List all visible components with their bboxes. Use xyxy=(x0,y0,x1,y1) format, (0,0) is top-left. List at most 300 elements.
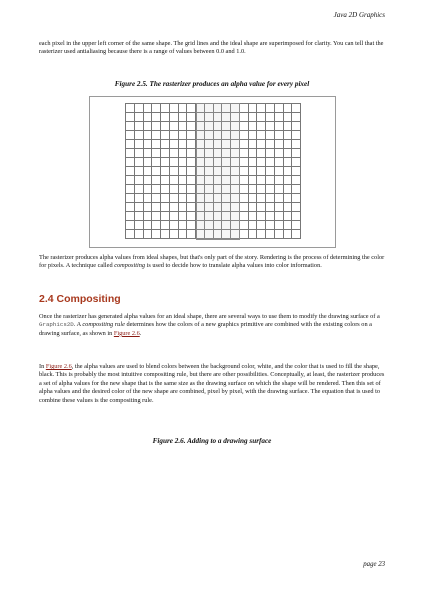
pixel-cell xyxy=(292,167,301,176)
figure-2-5-caption: Figure 2.5. The rasterizer produces an alpha value for every pixel xyxy=(114,80,310,88)
compositing-term: compositing xyxy=(114,262,145,270)
pixel-cell xyxy=(249,212,258,221)
pixel-cell xyxy=(249,185,258,194)
pixel-cell xyxy=(152,140,161,149)
pixel-cell xyxy=(249,167,258,176)
pixel-cell xyxy=(266,221,275,230)
pixel-cell xyxy=(292,149,301,158)
pixel-cell xyxy=(266,149,275,158)
pixel-cell xyxy=(231,176,240,185)
pixel-cell xyxy=(240,113,249,122)
pixel-cell xyxy=(249,113,258,122)
pixel-cell xyxy=(214,185,223,194)
pixel-cell xyxy=(144,131,153,140)
pixel-cell xyxy=(205,104,214,113)
pixel-cell xyxy=(161,212,170,221)
rendering-paragraph xyxy=(39,254,385,271)
pixel-cell xyxy=(222,122,231,131)
pixel-cell xyxy=(257,149,266,158)
pixel-cell xyxy=(257,158,266,167)
pixel-cell xyxy=(292,185,301,194)
pixel-cell xyxy=(249,203,258,212)
pixel-cell xyxy=(196,122,205,131)
intro-paragraph: each pixel in the upper left corner of the same shape. The grid lines and the ideal shape are superimposed for clarity. You can tell that the rasterizer used antialiasing because there is a range of values between 0.0 and 1.0. xyxy=(39,40,384,56)
pixel-cell xyxy=(187,104,196,113)
pixel-cell xyxy=(126,149,135,158)
pixel-cell xyxy=(214,203,223,212)
figure-2-6-link-2[interactable]: Figure 2.6 xyxy=(45,363,72,370)
pixel-cell xyxy=(222,131,231,140)
pixel-cell xyxy=(170,212,179,221)
pixel-cell xyxy=(257,185,266,194)
pixel-cell xyxy=(266,194,275,203)
pixel-cell xyxy=(196,158,205,167)
pixel-cell xyxy=(257,176,266,185)
pixel-cell xyxy=(266,167,275,176)
pixel-cell xyxy=(196,221,205,230)
pixel-cell xyxy=(135,212,144,221)
pixel-cell xyxy=(126,203,135,212)
pixel-cell xyxy=(144,149,153,158)
pixel-cell xyxy=(284,221,293,230)
pixel-cell xyxy=(222,194,231,203)
pixel-cell xyxy=(126,104,135,113)
pixel-cell xyxy=(187,221,196,230)
pixel-cell xyxy=(187,230,196,239)
pixel-cell xyxy=(187,185,196,194)
pixel-cell xyxy=(275,203,284,212)
pixel-cell xyxy=(135,149,144,158)
pixel-cell xyxy=(144,176,153,185)
pixel-cell xyxy=(152,131,161,140)
pixel-cell xyxy=(275,212,284,221)
pixel-cell xyxy=(170,230,179,239)
pixel-cell xyxy=(249,131,258,140)
pixel-cell xyxy=(161,203,170,212)
pixel-cell xyxy=(152,167,161,176)
page-number: page 23 xyxy=(363,561,385,568)
pixel-cell xyxy=(257,122,266,131)
pixel-cell xyxy=(231,131,240,140)
pixel-cell xyxy=(231,203,240,212)
pixel-cell xyxy=(161,104,170,113)
pixel-cell xyxy=(152,113,161,122)
pixel-cell xyxy=(266,158,275,167)
pixel-cell xyxy=(266,122,275,131)
pixel-cell xyxy=(126,167,135,176)
pixel-cell xyxy=(135,122,144,131)
pixel-cell xyxy=(187,140,196,149)
pixel-cell xyxy=(231,140,240,149)
pixel-cell xyxy=(249,221,258,230)
pixel-cell xyxy=(161,185,170,194)
pixel-cell xyxy=(135,140,144,149)
pixel-cell xyxy=(275,140,284,149)
pixel-cell xyxy=(284,158,293,167)
blend-text-2: , the alpha values are used to blend colors between the background color, white, and the color that is used to fill the shape, black. This is probably the most intuitive compositing rule, but there are other possibilities. Conceptually, at least, the rasterizer produces a set of alpha values for the new shape that is the same size as the drawing surface on which the shape will be rendered. Then this set of alpha values and the desired color of the new shape are combined, pixel by pixel, with the drawing surface. The equation that is used to combine these values is the compositing rule. xyxy=(39,363,385,404)
pixel-cell xyxy=(126,185,135,194)
pixel-cell xyxy=(257,230,266,239)
pixel-cell xyxy=(292,176,301,185)
figure-2-6-caption: Figure 2.6. Adding to a drawing surface xyxy=(152,437,272,445)
pixel-cell xyxy=(266,212,275,221)
pixel-cell xyxy=(231,149,240,158)
pixel-cell xyxy=(266,104,275,113)
pixel-cell xyxy=(126,212,135,221)
pixel-cell xyxy=(187,113,196,122)
pixel-cell xyxy=(214,194,223,203)
pixel-cell xyxy=(240,221,249,230)
pixel-cell xyxy=(135,176,144,185)
figure-2-6-link[interactable]: Figure 2.6 xyxy=(113,329,140,337)
pixel-alpha-grid xyxy=(125,103,301,239)
pixel-cell xyxy=(205,185,214,194)
pixel-cell xyxy=(179,194,188,203)
pixel-cell xyxy=(161,113,170,122)
pixel-cell xyxy=(231,158,240,167)
pixel-cell xyxy=(196,113,205,122)
graphics2d-code: Graphics2D xyxy=(39,321,74,329)
pixel-cell xyxy=(179,122,188,131)
pixel-cell xyxy=(231,167,240,176)
pixel-cell xyxy=(135,203,144,212)
pixel-cell xyxy=(266,113,275,122)
pixel-cell xyxy=(179,185,188,194)
pixel-cell xyxy=(135,221,144,230)
pixel-cell xyxy=(275,131,284,140)
pixel-cell xyxy=(179,212,188,221)
pixel-cell xyxy=(187,122,196,131)
pixel-cell xyxy=(284,122,293,131)
pixel-cell xyxy=(179,203,188,212)
pixel-cell xyxy=(257,167,266,176)
pixel-cell xyxy=(126,140,135,149)
pixel-cell xyxy=(257,104,266,113)
pixel-cell xyxy=(249,176,258,185)
pixel-cell xyxy=(240,122,249,131)
pixel-cell xyxy=(284,167,293,176)
pixel-cell xyxy=(284,194,293,203)
pixel-cell xyxy=(240,167,249,176)
running-header: Java 2D Graphics xyxy=(333,11,385,19)
pixel-cell xyxy=(187,149,196,158)
pixel-cell xyxy=(275,194,284,203)
pixel-cell xyxy=(249,230,258,239)
pixel-cell xyxy=(284,104,293,113)
pixel-cell xyxy=(205,149,214,158)
pixel-cell xyxy=(170,185,179,194)
pixel-cell xyxy=(152,212,161,221)
pixel-cell xyxy=(135,167,144,176)
pixel-cell xyxy=(249,122,258,131)
pixel-cell xyxy=(144,104,153,113)
pixel-cell xyxy=(196,185,205,194)
pixel-cell xyxy=(257,221,266,230)
pixel-cell xyxy=(275,230,284,239)
pixel-cell xyxy=(240,140,249,149)
pixel-cell xyxy=(214,221,223,230)
pixel-cell xyxy=(249,158,258,167)
pixel-cell xyxy=(214,113,223,122)
pixel-cell xyxy=(275,104,284,113)
pixel-cell xyxy=(170,176,179,185)
pixel-cell xyxy=(187,203,196,212)
pixel-cell xyxy=(187,176,196,185)
pixel-cell xyxy=(152,176,161,185)
pixel-cell xyxy=(144,140,153,149)
pixel-cell xyxy=(222,104,231,113)
pixel-cell xyxy=(144,122,153,131)
pixel-cell xyxy=(196,140,205,149)
pixel-cell xyxy=(126,221,135,230)
pixel-cell xyxy=(205,158,214,167)
pixel-cell xyxy=(284,212,293,221)
pixel-cell xyxy=(135,158,144,167)
pixel-cell xyxy=(249,149,258,158)
pixel-cell xyxy=(292,221,301,230)
pixel-cell xyxy=(126,230,135,239)
pixel-cell xyxy=(257,194,266,203)
pixel-cell xyxy=(170,194,179,203)
pixel-cell xyxy=(135,104,144,113)
pixel-cell xyxy=(196,167,205,176)
pixel-cell xyxy=(257,113,266,122)
pixel-cell xyxy=(187,212,196,221)
pixel-cell xyxy=(144,230,153,239)
pixel-cell xyxy=(170,140,179,149)
pixel-cell xyxy=(152,230,161,239)
pixel-cell xyxy=(231,230,240,239)
pixel-cell xyxy=(196,194,205,203)
pixel-cell xyxy=(205,203,214,212)
rendering-text-1: The rasterizer produces alpha values from ideal shapes, but that's only part of the story. Rendering is the process of determining the color for pixels. A technique called xyxy=(39,254,385,270)
pixel-cell xyxy=(179,167,188,176)
pixel-cell xyxy=(126,131,135,140)
pixel-cell xyxy=(266,230,275,239)
pixel-cell xyxy=(240,158,249,167)
pixel-cell xyxy=(152,203,161,212)
pixel-cell xyxy=(187,194,196,203)
pixel-cell xyxy=(170,122,179,131)
pixel-cell xyxy=(231,221,240,230)
pixel-cell xyxy=(179,158,188,167)
pixel-cell xyxy=(240,194,249,203)
pixel-cell xyxy=(205,167,214,176)
pixel-cell xyxy=(179,104,188,113)
pixel-cell xyxy=(170,131,179,140)
pixel-cell xyxy=(161,158,170,167)
blend-text-1: In xyxy=(39,363,46,370)
pixel-cell xyxy=(161,176,170,185)
pixel-cell xyxy=(205,140,214,149)
pixel-cell xyxy=(222,212,231,221)
pixel-cell xyxy=(222,140,231,149)
pixel-cell xyxy=(231,122,240,131)
pixel-cell xyxy=(170,167,179,176)
pixel-cell xyxy=(205,122,214,131)
pixel-cell xyxy=(144,212,153,221)
pixel-cell xyxy=(214,158,223,167)
pixel-cell xyxy=(179,176,188,185)
pixel-cell xyxy=(196,230,205,239)
pixel-cell xyxy=(135,131,144,140)
pixel-cell xyxy=(161,131,170,140)
compositing-text-4: . xyxy=(139,329,142,337)
pixel-cell xyxy=(222,167,231,176)
pixel-cell xyxy=(240,230,249,239)
pixel-cell xyxy=(205,113,214,122)
pixel-cell xyxy=(257,140,266,149)
pixel-cell xyxy=(249,194,258,203)
pixel-cell xyxy=(214,149,223,158)
pixel-cell xyxy=(284,176,293,185)
pixel-cell xyxy=(222,176,231,185)
pixel-cell xyxy=(275,176,284,185)
pixel-cell xyxy=(161,230,170,239)
pixel-cell xyxy=(152,122,161,131)
pixel-cell xyxy=(161,221,170,230)
pixel-cell xyxy=(170,113,179,122)
rendering-text-2: is used to decide how to translate alpha values into color information. xyxy=(145,262,322,270)
pixel-cell xyxy=(240,176,249,185)
pixel-cell xyxy=(144,113,153,122)
pixel-cell xyxy=(161,140,170,149)
pixel-cell xyxy=(144,158,153,167)
pixel-cell xyxy=(196,203,205,212)
compositing-text-2: . A xyxy=(73,321,83,329)
pixel-cell xyxy=(284,185,293,194)
pixel-cell xyxy=(144,167,153,176)
pixel-cell xyxy=(214,167,223,176)
pixel-cell xyxy=(161,167,170,176)
pixel-cell xyxy=(135,185,144,194)
pixel-cell xyxy=(240,212,249,221)
pixel-cell xyxy=(292,194,301,203)
pixel-cell xyxy=(170,104,179,113)
pixel-cell xyxy=(135,194,144,203)
compositing-rule-term: compositing rule xyxy=(82,321,125,329)
pixel-cell xyxy=(161,149,170,158)
pixel-cell xyxy=(275,185,284,194)
pixel-cell xyxy=(205,212,214,221)
pixel-cell xyxy=(126,194,135,203)
pixel-cell xyxy=(205,221,214,230)
pixel-cell xyxy=(179,140,188,149)
pixel-cell xyxy=(214,140,223,149)
pixel-cell xyxy=(214,176,223,185)
compositing-text-1: Once the rasterizer has generated alpha values for an ideal shape, there are several ways to use them to modify the drawing surface of a xyxy=(39,313,380,320)
pixel-cell xyxy=(292,203,301,212)
pixel-cell xyxy=(292,131,301,140)
pixel-cell xyxy=(205,176,214,185)
pixel-cell xyxy=(152,185,161,194)
pixel-cell xyxy=(222,230,231,239)
pixel-cell xyxy=(144,203,153,212)
pixel-cell xyxy=(170,203,179,212)
pixel-cell xyxy=(222,149,231,158)
pixel-cell xyxy=(292,212,301,221)
pixel-cell xyxy=(170,149,179,158)
pixel-cell xyxy=(284,230,293,239)
pixel-cell xyxy=(152,149,161,158)
pixel-cell xyxy=(144,194,153,203)
pixel-cell xyxy=(275,158,284,167)
pixel-cell xyxy=(275,221,284,230)
pixel-cell xyxy=(179,221,188,230)
pixel-cell xyxy=(196,131,205,140)
pixel-cell xyxy=(284,131,293,140)
pixel-cell xyxy=(170,158,179,167)
pixel-cell xyxy=(292,158,301,167)
pixel-cell xyxy=(240,149,249,158)
pixel-cell xyxy=(187,158,196,167)
pixel-cell xyxy=(284,203,293,212)
pixel-cell xyxy=(152,194,161,203)
pixel-cell xyxy=(231,113,240,122)
pixel-cell xyxy=(161,194,170,203)
pixel-cell xyxy=(222,221,231,230)
pixel-cell xyxy=(266,131,275,140)
pixel-cell xyxy=(126,176,135,185)
pixel-cell xyxy=(144,185,153,194)
pixel-cell xyxy=(135,113,144,122)
pixel-cell xyxy=(231,212,240,221)
pixel-cell xyxy=(187,167,196,176)
pixel-cell xyxy=(292,140,301,149)
pixel-cell xyxy=(170,221,179,230)
pixel-cell xyxy=(249,140,258,149)
pixel-cell xyxy=(196,176,205,185)
pixel-cell xyxy=(161,122,170,131)
pixel-cell xyxy=(152,221,161,230)
pixel-cell xyxy=(240,131,249,140)
pixel-cell xyxy=(196,149,205,158)
pixel-cell xyxy=(292,122,301,131)
pixel-cell xyxy=(214,212,223,221)
pixel-cell xyxy=(126,122,135,131)
pixel-cell xyxy=(231,194,240,203)
pixel-cell xyxy=(266,140,275,149)
pixel-cell xyxy=(179,113,188,122)
pixel-cell xyxy=(179,149,188,158)
pixel-cell xyxy=(179,230,188,239)
pixel-cell xyxy=(275,122,284,131)
pixel-cell xyxy=(187,131,196,140)
pixel-cell xyxy=(196,104,205,113)
pixel-cell xyxy=(292,230,301,239)
section-heading: 2.4 Compositing xyxy=(39,293,121,305)
pixel-cell xyxy=(284,140,293,149)
pixel-cell xyxy=(275,113,284,122)
pixel-cell xyxy=(249,104,258,113)
pixel-cell xyxy=(152,104,161,113)
pixel-cell xyxy=(292,104,301,113)
pixel-cell xyxy=(179,131,188,140)
pixel-cell xyxy=(292,113,301,122)
pixel-cell xyxy=(240,203,249,212)
pixel-cell xyxy=(284,149,293,158)
pixel-cell xyxy=(126,113,135,122)
pixel-cell xyxy=(214,230,223,239)
pixel-cell xyxy=(205,131,214,140)
alpha-value-figure xyxy=(89,96,336,248)
pixel-cell xyxy=(257,212,266,221)
pixel-cell xyxy=(222,203,231,212)
pixel-cell xyxy=(214,131,223,140)
pixel-cell xyxy=(214,122,223,131)
pixel-cell xyxy=(196,212,205,221)
compositing-text-3: determines how the colors of a new graphics primitive are combined with the existing colors on a drawing surface, as shown in xyxy=(39,321,372,337)
